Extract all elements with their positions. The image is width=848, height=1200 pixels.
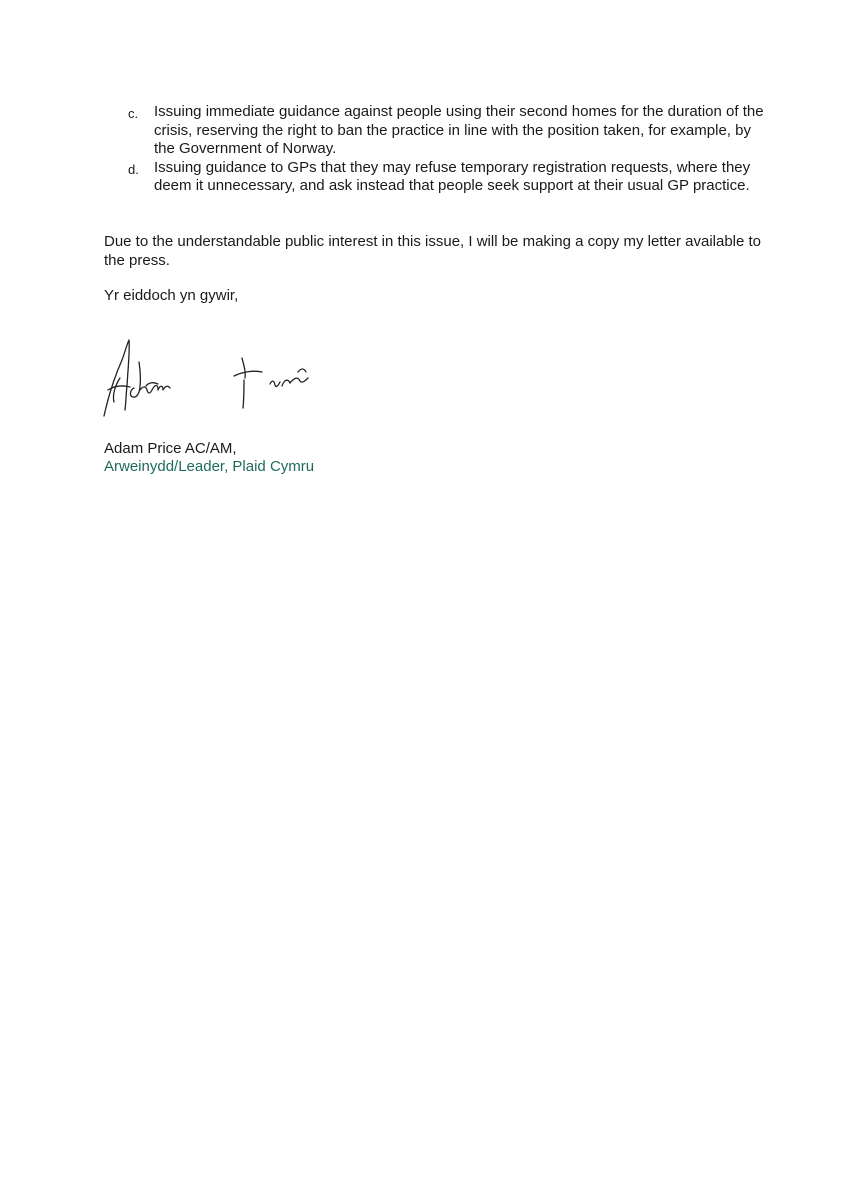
signatory-name: Adam Price AC/AM, xyxy=(104,440,237,457)
signatory-role: Arweinydd/Leader, xyxy=(104,458,229,475)
closing-line: Yr eiddoch yn gywir, xyxy=(104,287,239,304)
press-paragraph: Due to the understandable public interest in this issue, I will be making a copy my letter available to the press. xyxy=(104,233,762,269)
list-item-text: Issuing immediate guidance against people using their second homes for the duration of the crisis, reserving the right to ban the practice in line with the position taken, for example, by the Government of Norway. xyxy=(154,103,764,157)
list-item xyxy=(104,103,764,159)
list-item xyxy=(104,159,764,196)
recommendation-list xyxy=(104,103,764,196)
signatory-organisation: Plaid Cymru xyxy=(232,458,315,475)
signatory-role-line xyxy=(104,458,314,477)
handwritten-signature xyxy=(94,328,324,423)
list-item-marker: d. xyxy=(128,161,139,177)
list-item-marker: c. xyxy=(128,106,139,121)
list-item-text: Issuing guidance to GPs that they may refuse temporary registration requests, where they deem it unnecessary, and ask instead that people seek support at their usual GP practice. xyxy=(154,158,751,194)
